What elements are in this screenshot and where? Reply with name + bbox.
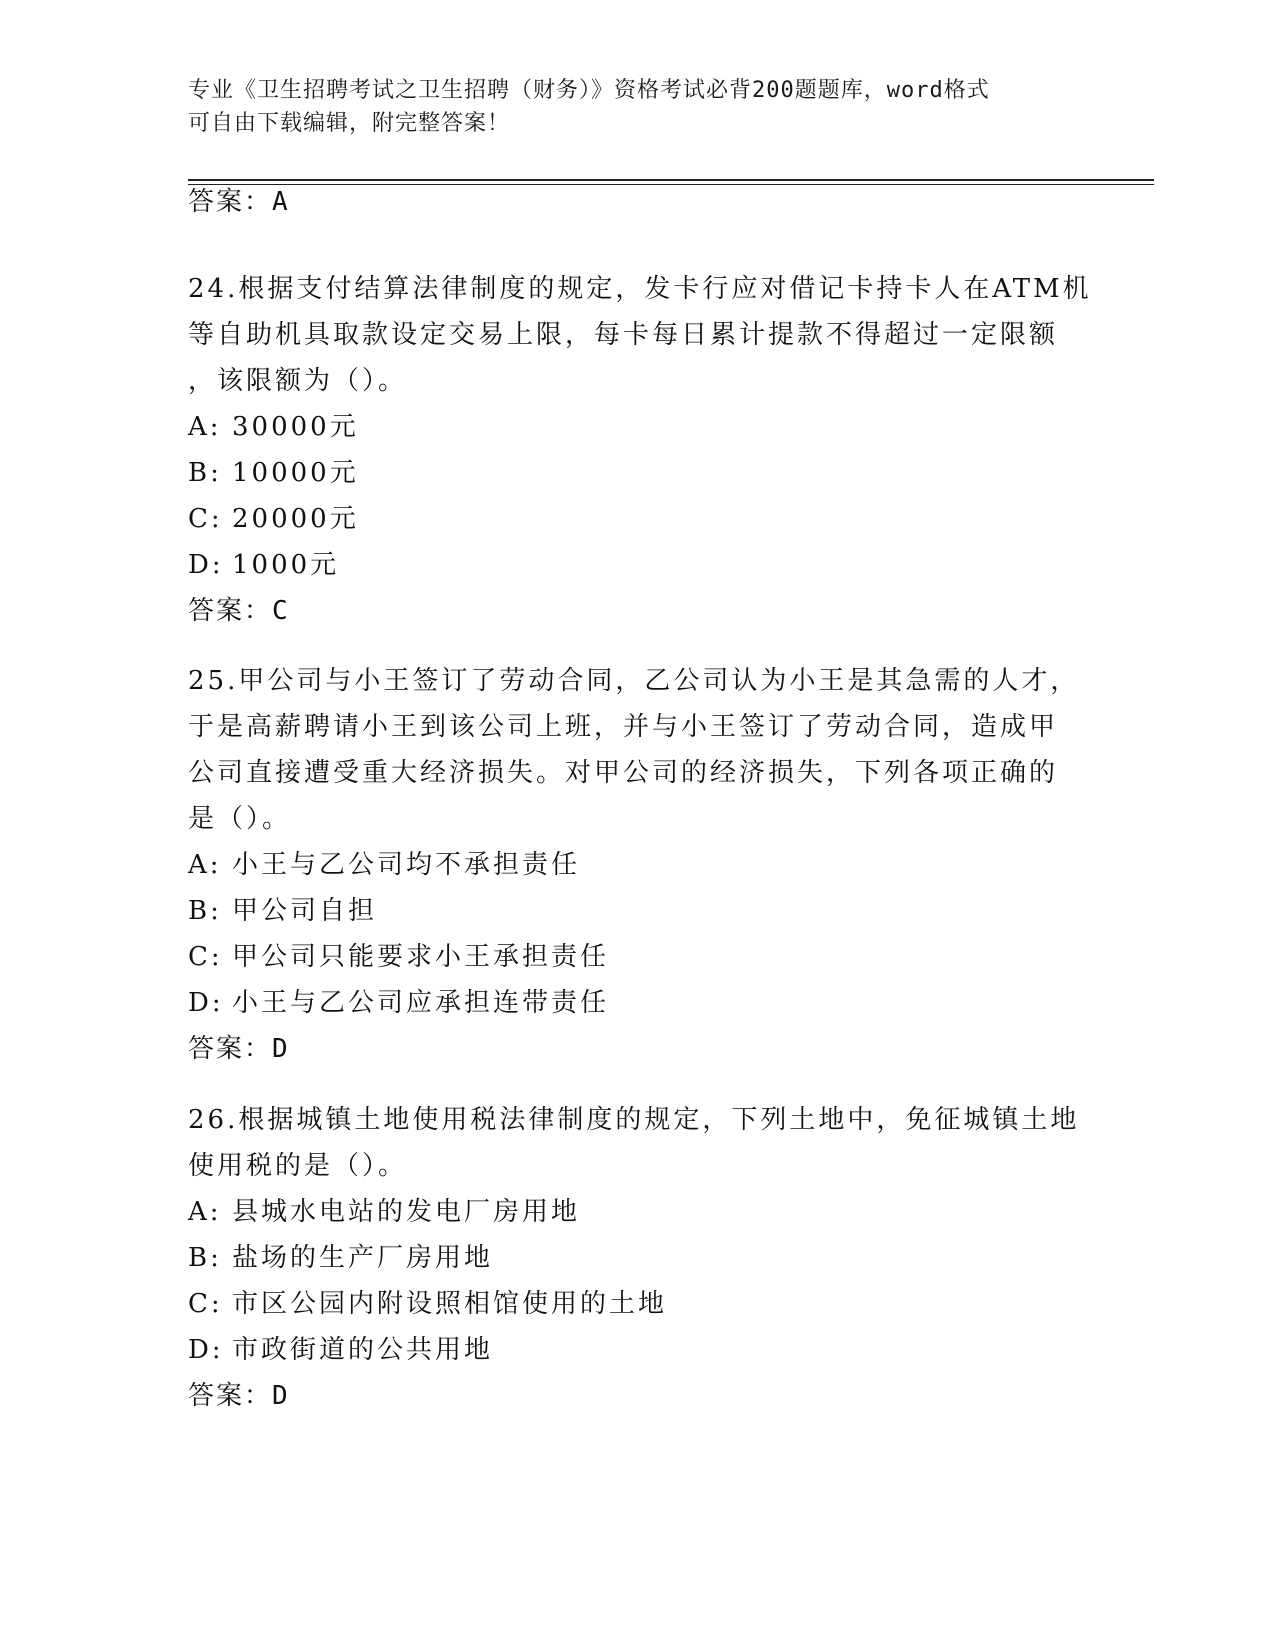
- previous-answer: 答案：A: [188, 187, 290, 217]
- header-line-2: 可自由下载编辑，附完整答案！: [188, 111, 511, 136]
- question-line: 公司直接遭受重大经济损失。对甲公司的经济损失，下列各项正确的: [188, 758, 1059, 788]
- option-key: D:: [188, 1335, 224, 1365]
- option-key: D:: [188, 550, 224, 580]
- option-a: [188, 842, 1088, 888]
- option-key: D:: [188, 988, 224, 1018]
- option-key: A:: [188, 1197, 222, 1227]
- option-key: B:: [188, 896, 222, 926]
- option-b: [188, 450, 1088, 496]
- option-d: [188, 1327, 1088, 1373]
- option-text: 甲公司自担: [232, 896, 378, 926]
- question-line: ，该限额为（）。: [188, 366, 408, 396]
- question-25: [188, 658, 1088, 1072]
- question-answer: 答案：C: [188, 596, 290, 626]
- option-text: 盐场的生产厂房用地: [232, 1243, 494, 1273]
- option-d: [188, 980, 1088, 1026]
- option-text: 30000元: [232, 412, 359, 442]
- document-header: [188, 74, 1078, 140]
- option-text: 市政街道的公共用地: [232, 1335, 494, 1365]
- question-26: [188, 1097, 1088, 1419]
- header-divider-thin: [188, 184, 1154, 185]
- option-key: C:: [188, 1289, 223, 1319]
- question-stem: [188, 266, 1092, 404]
- option-c: [188, 934, 1088, 980]
- question-line: 于是高薪聘请小王到该公司上班，并与小王签订了劳动合同，造成甲: [188, 712, 1059, 742]
- option-key: C:: [188, 942, 223, 972]
- question-line: 25.甲公司与小王签订了劳动合同，乙公司认为小王是其急需的人才，: [188, 666, 1080, 696]
- option-b: [188, 888, 1088, 934]
- header-divider-thick: [188, 179, 1154, 181]
- question-line: 使用税的是（）。: [188, 1151, 408, 1181]
- option-key: B:: [188, 1243, 222, 1273]
- question-line: 等自助机具取款设定交易上限，每卡每日累计提款不得超过一定限额: [188, 320, 1059, 350]
- question-answer: 答案：D: [188, 1034, 290, 1064]
- question-24: [188, 266, 1092, 634]
- option-key: A:: [188, 412, 222, 442]
- option-key: A:: [188, 850, 222, 880]
- question-line: 是（）。: [188, 804, 292, 834]
- option-key: B:: [188, 458, 222, 488]
- question-line: 26.根据城镇土地使用税法律制度的规定，下列土地中，免征城镇土地: [188, 1105, 1080, 1135]
- option-b: [188, 1235, 1088, 1281]
- question-answer: 答案：D: [188, 1381, 290, 1411]
- option-text: 小王与乙公司均不承担责任: [232, 850, 581, 880]
- option-text: 甲公司只能要求小王承担责任: [232, 942, 610, 972]
- option-text: 市区公园内附设照相馆使用的土地: [232, 1289, 668, 1319]
- option-c: [188, 1281, 1088, 1327]
- header-line-1: 专业《卫生招聘考试之卫生招聘（财务）》资格考试必背200题题库，word格式: [188, 78, 990, 103]
- option-text: 县城水电站的发电厂房用地: [232, 1197, 581, 1227]
- option-text: 1000元: [232, 550, 340, 580]
- option-d: [188, 542, 1088, 588]
- option-a: [188, 1189, 1088, 1235]
- option-text: 20000元: [232, 504, 359, 534]
- question-stem: [188, 1097, 1088, 1189]
- question-stem: [188, 658, 1088, 842]
- option-c: [188, 496, 1088, 542]
- option-text: 小王与乙公司应承担连带责任: [232, 988, 610, 1018]
- option-text: 10000元: [232, 458, 359, 488]
- option-a: [188, 404, 1088, 450]
- option-key: C:: [188, 504, 223, 534]
- question-line: 24.根据支付结算法律制度的规定，发卡行应对借记卡持卡人在ATM机: [188, 274, 1092, 304]
